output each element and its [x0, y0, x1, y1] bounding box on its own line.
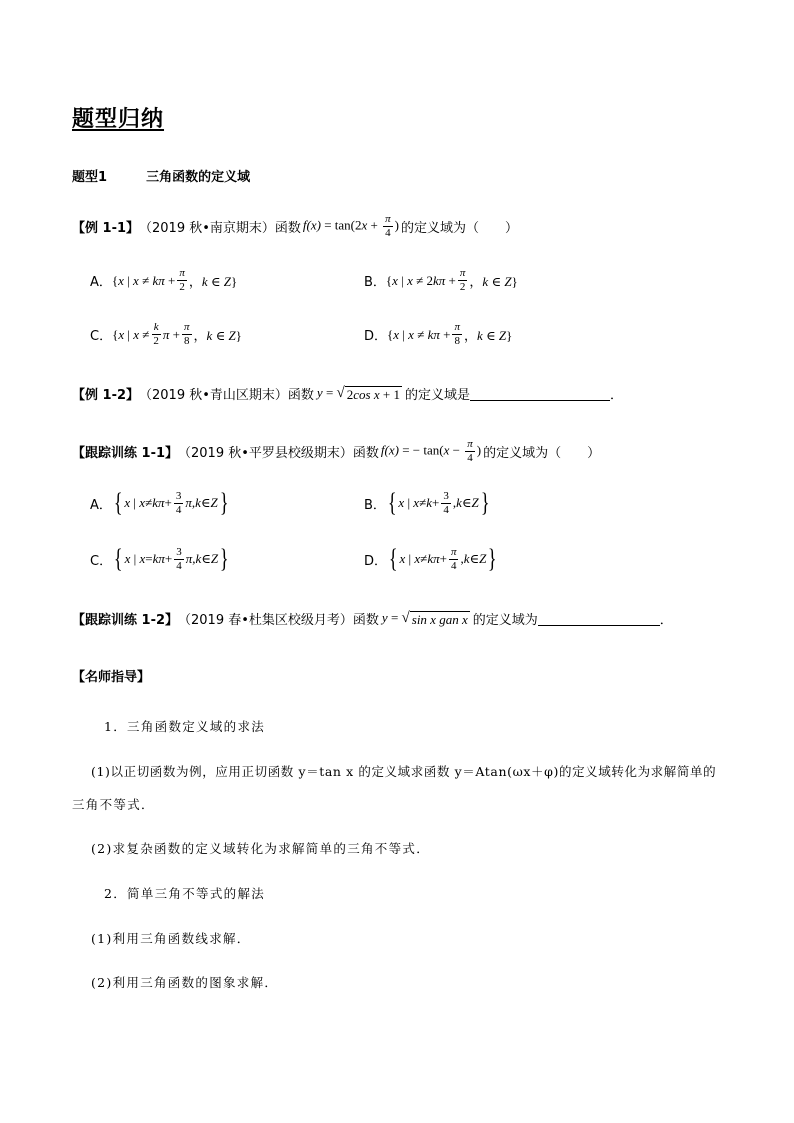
- example-suffix: 的定义域是: [404, 388, 470, 403]
- option-d[interactable]: D． {x | x ≠ kπ + $\frac{\pi}{8}$ ，k ∈ Z}: [364, 321, 513, 347]
- example-source: （2019 秋•青山区期末）函数: [139, 388, 314, 403]
- guide-paragraph: (2)利用三角函数的图象求解．: [91, 975, 279, 990]
- option-label: D．: [364, 329, 388, 344]
- guide-paragraph-cont: 三角不等式．: [72, 797, 155, 812]
- option-formula: { x | x ≠ k + $\frac{3}{4}$ , k ∈ Z }: [387, 488, 490, 517]
- option-label: C．: [90, 329, 113, 344]
- guide-subheading-1: 1．三角函数定义域的求法: [104, 719, 266, 734]
- option-c[interactable]: C． {x | x ≠ $\frac{k}{2}$ π + $\frac{\pi}{8}$ ，k ∈ Z}: [90, 321, 242, 347]
- option-label: A．: [90, 497, 112, 513]
- option-formula: {x | x ≠ kπ +: [387, 326, 451, 342]
- period: ．: [659, 613, 673, 628]
- guide-paragraph: (2)求复杂函数的定义域转化为求解简单的三角不等式．: [91, 841, 431, 856]
- example-suffix: 的定义域为（ ）: [400, 221, 518, 236]
- option-formula: {x | x ≠ kπ +: [111, 272, 176, 288]
- training-option-b[interactable]: [364, 490, 491, 516]
- option-label: C．: [90, 553, 113, 569]
- option-label: A．: [90, 275, 112, 290]
- training-suffix: 的定义域为（ ）: [483, 446, 601, 461]
- section-name: 三角函数的定义域: [146, 170, 251, 185]
- option-label: D．: [364, 553, 388, 569]
- training-1-1: [72, 439, 600, 464]
- training-1-2: [72, 609, 673, 628]
- option-formula: { x | x = kπ + $\frac{3}{4}$ π , k ∈ Z }: [113, 544, 229, 573]
- page-title: 题型归纳: [72, 106, 165, 132]
- training-option-d[interactable]: [364, 546, 499, 572]
- training-source: （2019 秋•平罗县校级期末）函数: [178, 446, 379, 461]
- period: ．: [609, 388, 623, 403]
- section-label: 题型1: [72, 170, 108, 185]
- training-option-c[interactable]: [90, 546, 231, 572]
- example-tag: 【例 1-2】: [72, 388, 140, 403]
- training-option-a[interactable]: [90, 490, 230, 516]
- option-label: B．: [364, 497, 386, 513]
- formula: f(x) = tan(2x + $\frac{\pi}{4}$ ): [302, 213, 399, 239]
- option-formula: {x | x ≠ 2kπ +: [385, 272, 456, 288]
- guide-paragraph: (1)利用三角函数线求解．: [91, 931, 251, 946]
- training-suffix: 的定义域为: [472, 613, 538, 628]
- training-tag: 【跟踪训练 1-1】: [72, 446, 179, 461]
- section-heading: [72, 166, 250, 185]
- option-formula: { x | x ≠ kπ + $\frac{\pi}{4}$ , k ∈ Z }: [388, 544, 497, 573]
- example-1-2: [72, 384, 623, 403]
- training-source: （2019 春•杜集区校级月考）函数: [178, 613, 379, 628]
- answer-blank[interactable]: [470, 386, 610, 401]
- formula: y = √ 2cos x + 1: [316, 384, 400, 402]
- formula: y = √ sin x gan x: [381, 609, 468, 627]
- example-source: （2019 秋•南京期末）函数: [139, 221, 301, 236]
- example-tag: 【例 1-1】: [72, 221, 140, 236]
- formula: f(x) = − tan(x − $\frac{\pi}{4}$ ): [380, 438, 482, 464]
- guide-heading: 【名师指导】: [72, 670, 151, 685]
- answer-blank[interactable]: [538, 611, 660, 626]
- example-1-1: [72, 214, 518, 239]
- guide-subheading-2: 2．简单三角不等式的解法: [104, 886, 266, 901]
- option-b[interactable]: B． {x | x ≠ 2kπ + $\frac{\pi}{2}$ ，k ∈ Z}: [364, 267, 518, 293]
- guide-paragraph: (1)以正切函数为例，应用正切函数 y＝tan x 的定义域求函数 y＝Atan(ωx＋φ)的定义域转化为求解简单的: [91, 764, 717, 779]
- option-a[interactable]: A． {x | x ≠ kπ + $\frac{\pi}{2}$ ，k ∈ Z}: [90, 267, 238, 293]
- option-formula: {x | x ≠: [112, 326, 150, 342]
- training-tag: 【跟踪训练 1-2】: [72, 613, 179, 628]
- option-formula: { x | x ≠ kπ + $\frac{3}{4}$ π , k ∈ Z }: [113, 488, 229, 517]
- option-label: B．: [364, 275, 386, 290]
